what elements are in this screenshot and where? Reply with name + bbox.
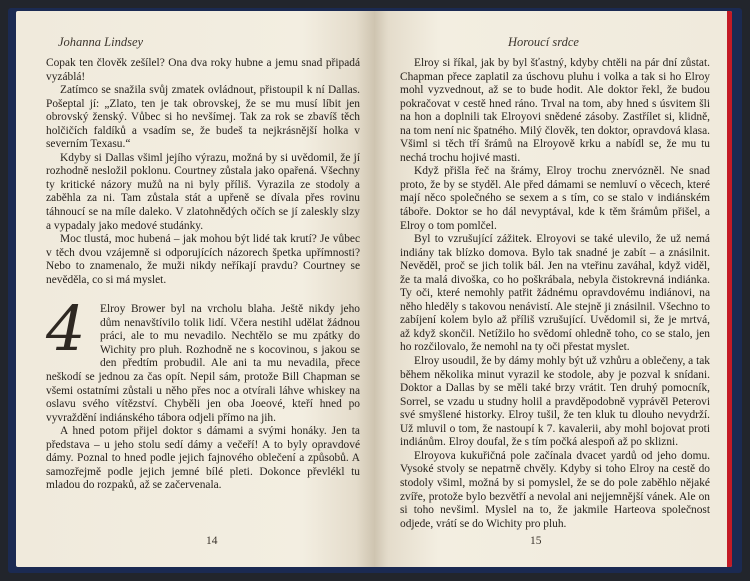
page-number: 14 (206, 535, 218, 547)
paragraph: Byl to vzrušující zážitek. Elroyovi se také ulevilo, že už nemá indiány tak blízko domova. Bylo tak snadné je zabít – a znásilnit. Nevěděl, proč se jich tolik bál. Jen na vteřinu zaváhal, když viděl, že ta malá divoška, co ho poškrábala, nebyla čistokrevná indiánka. Ty oči, které nemohly patřit žádnému opravdovému indiánovi, na něho hleděly s takovou nenávistí. Ale stejně ji znásilnil. Všechno to zabíjení kolem bylo až příliš vzrušující. Uvědomil si, že je mrtvá, až když skončil. Netížilo ho svědomí ohledně toho, co se stalo, jen ho rozčilovalo, že nemohl na ty oči přestat myslet. (400, 233, 710, 354)
paragraph: Elroy si říkal, jak by byl šťastný, kdyby chtěli na pár dní zůstat. Chapman přece zaplatil za úschovu pluhu i volka a tak si ho Elroy mohl vyzvednout, až se to bude hodit. Ale doktor řekl, že budou pokračovat v cestě hned ráno. Trval na tom, aby hned s úsvitem šli na hon a doplnili tak Elroyovi snědené zásoby. Zastřílet si, klidně, na tom není nic špatného. Milý člověk, ten doktor, opravdová klasa. Všiml si těch tří šrámů na Elroyově krku a nabídl se, že mu tu nechá trochu hojivé masti. (400, 57, 710, 164)
paragraph: Když přišla řeč na šrámy, Elroy trochu znervózněl. Ne snad proto, že by se styděl. Ale před dámami se nemluví o věcech, které mají něco společného se sexem a s tím, co se stalo v indiánském táboře. Doktor se ho dál nevyptával, kde k těm šrámům přišel, a Elroy o tom pomlčel. (400, 165, 710, 232)
paragraph: Kdyby si Dallas všiml jejího výrazu, možná by si uvědomil, že jí rozhodně nesložil poklonu. Courtney zůstala jako opařená. Všechny ty kritické názory mužů na ni byly příliš. Vyrazila ze stodoly a zaběhla za ni. Tam zůstala stát a upřeně se dívala přes rovinu táhnoucí se na míle daleko. V zlatohnědých očích se jí zaleskly slzy a vypadaly jako medové studánky. (46, 151, 360, 232)
paragraph: Zatímco se snažila svůj zmatek ovládnout, přistoupil k ní Dallas. Pošeptal jí: „Zlato, ten je tak obrovskej, že se mu musí líbit jen obrovský ženský. Vůbec si ho nevšímej. Tak za rok se zbavíš těch holčičích faldíků a vsadím se, že budeš ta nejkrásnější holka v severním Texasu.“ (46, 84, 360, 151)
page-edge (727, 11, 732, 567)
page-number: 15 (530, 535, 542, 547)
running-head-author: Johanna Lindsey (58, 35, 144, 49)
left-page-text (46, 57, 360, 493)
right-page-text (400, 57, 710, 531)
paragraph: Elroy Brower byl na vrcholu blaha. Ještě nikdy jeho dům nenavštívilo tolik lidí. Včera nestihl udělat žádnou práci, ale to mu nevadilo. Nechtělo se mu zpátky do Wichity pro pluh. Rozhodně ne s kocovinou, s jakou se den předtím probudil. Ale ani ta mu nevadila, přece neškodí se jednou za čas opít. Nepil sám, protože Bill Chapman se všemi ostatními zůstali u něho přes noc a otvírali láhve whiskey na oslavu svého vítězství. Chyběli jen oba Joeové, kteří hned po vyvraždění indiánského tábora odjeli přímo na jih. (46, 303, 360, 424)
paragraph: A hned potom přijel doktor s dámami a svými honáky. Jen ta představa – u jeho stolu sedí dámy a večeří! A to byly opravdové dámy. Poznal to hned podle jejich fajnového oblečení a způsobů. A samozřejmě podle jejich jemné bílé pleti. Dokonce převlékl tu mladou do rozpaků, až se začervenala. (46, 425, 360, 492)
paragraph: Moc tlustá, moc hubená – jak mohou být lidé tak krutí? Je vůbec v těch dvou vzájemně si odporujících názorech špetka upřímnosti? Nebo to znamenalo, že muži nikdy neříkají pravdu? Courtney se nevěděla, co si má myslet. (46, 233, 360, 286)
left-page (16, 11, 374, 567)
paragraph: Copak ten člověk zešílel? Ona dva roky hubne a jemu snad připadá vyzáblá! (46, 57, 360, 83)
paragraph: Elroy usoudil, že by dámy mohly být už vzhůru a oblečeny, a tak během několika minut vyrazil ke stodole, aby je pozval k snídani. Doktor a Dallas by se měli také brzy vrátit. Ten druhý pomocník, Sorrel, se vzadu u studny holil a pravděpodobně vyprávěl Peterovi své smyšlené historky. Elroy tušil, že ten kluk tu dlouho nevydrží. Už mluvil o tom, že nastoupí k 7. kavalerii, aby mohl bojovat proti indiánům. Elroy doufal, že s tím počká alespoň až po sklizni. (400, 355, 710, 449)
open-book (8, 8, 742, 573)
running-head-title: Horoucí srdce (508, 35, 579, 49)
right-page (374, 11, 732, 567)
chapter-start (46, 292, 360, 493)
chapter-number: 4 (46, 292, 86, 366)
paragraph: Elroyova kukuřičná pole začínala dvacet yardů od jeho domu. Vysoké stvoly se nepatrně chvěly. Kdyby si toho Elroy na cestě do stodoly všiml, možná by si pomyslel, že se do pole zaběhlo nějaké zvíře, protože bylo bezvětří a nevolal ani nejjemnější vánek. Ale on si toho nevšiml. Myslel na to, že jakmile Harteova společnost odjede, vrátí se do Wichity pro pluh. (400, 449, 710, 530)
